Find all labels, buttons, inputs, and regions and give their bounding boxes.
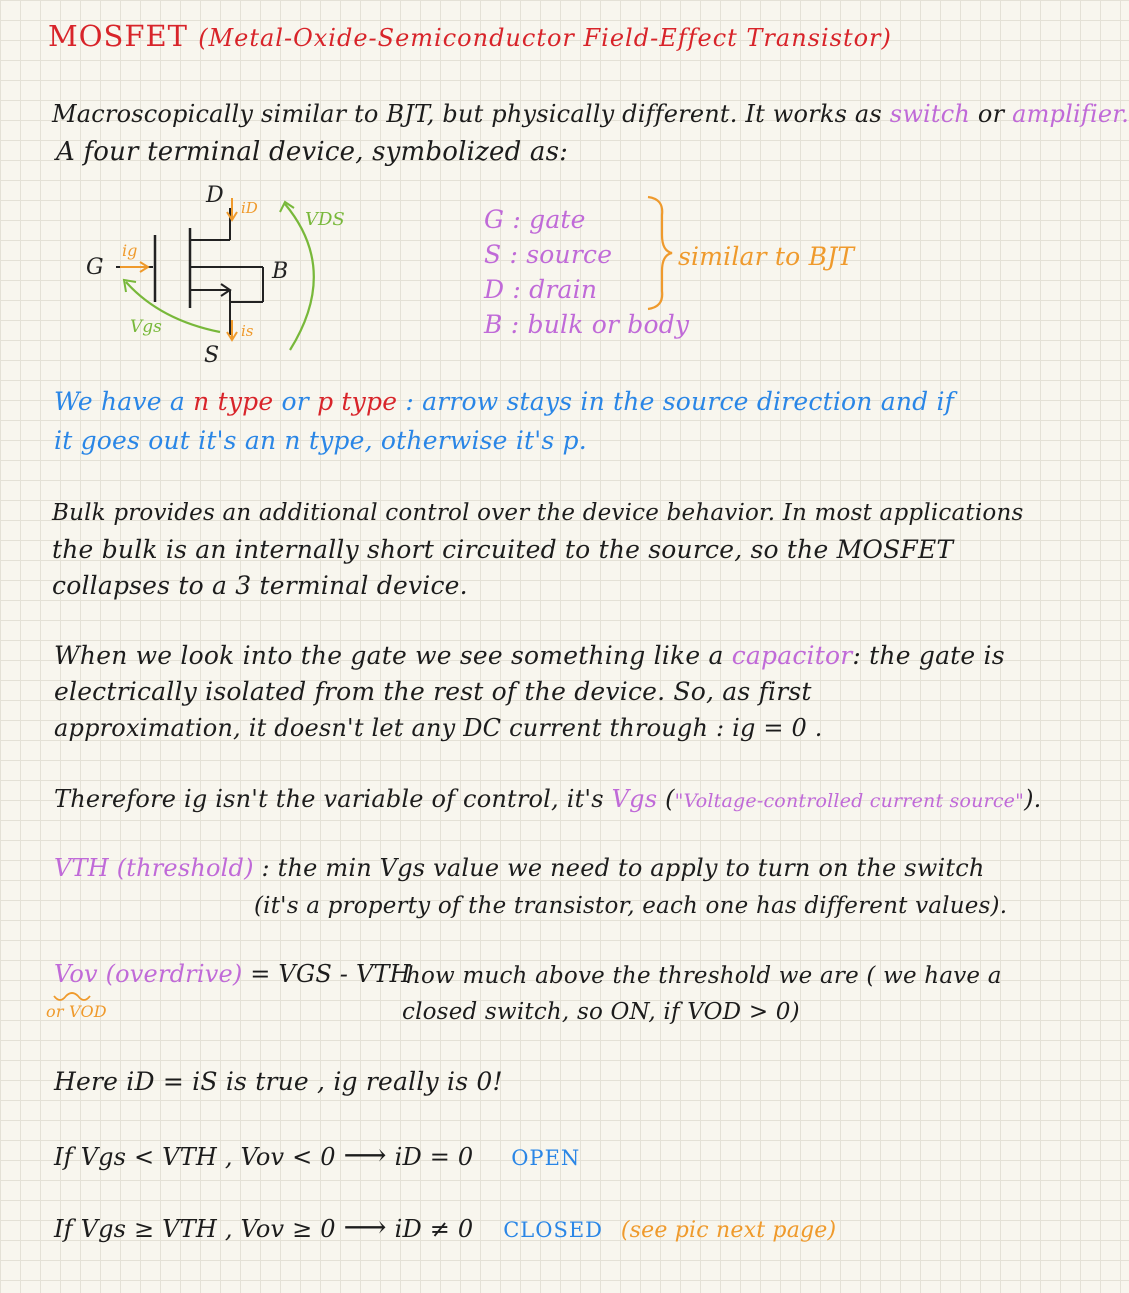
legend-value: drain	[529, 275, 598, 304]
title-main: MOSFET	[48, 19, 188, 53]
legend-key: B :	[484, 310, 520, 339]
gate-text: When we look into the gate we see something like a	[54, 641, 724, 670]
or-text: or	[977, 100, 1005, 128]
legend-key: G :	[484, 205, 521, 234]
see-next-page-note: (see pic next page)	[620, 1218, 837, 1243]
overdrive-desc-1: how much above the threshold we are ( we have a	[406, 963, 1002, 989]
vccs-quote: "Voltage-controlled current source"	[674, 790, 1025, 812]
mosfet-symbol	[80, 180, 380, 370]
here-line: Here iD = iS is true , ig really is 0!	[54, 1067, 503, 1096]
overdrive-line-1	[54, 958, 411, 990]
state-closed: CLOSED	[503, 1218, 604, 1242]
vgs-term: Vgs	[611, 785, 658, 813]
ptype-line-2: it goes out it's an n type, otherwise it's p.	[54, 426, 587, 455]
title-subtitle: (Metal-Oxide-Semiconductor Field-Effect Transistor)	[198, 24, 892, 52]
we-have-text: We have a	[54, 387, 185, 416]
open-paren: (	[665, 785, 675, 813]
legend-key: D :	[484, 275, 522, 304]
overdrive-alt: or VOD	[46, 1002, 107, 1021]
gate-line-2: electrically isolated from the rest of the device. So, as first	[54, 677, 812, 706]
bulk-line-3: collapses to a 3 terminal device.	[52, 571, 468, 600]
condition-open	[54, 1140, 580, 1174]
amplifier-term: amplifier.	[1012, 100, 1129, 128]
threshold-term: VTH (threshold)	[54, 854, 254, 882]
legend-value: source	[526, 240, 613, 269]
legend-key: S :	[484, 240, 519, 269]
squiggle-path	[54, 993, 90, 1000]
threshold-text: : the min Vgs value we need to apply to turn on the switch	[261, 854, 985, 882]
arrow-icon: ⟶	[343, 1210, 387, 1245]
overdrive-term: Vov (overdrive)	[54, 960, 243, 988]
control-text: Therefore ig isn't the variable of control, it's	[54, 785, 604, 813]
intro-line-1	[52, 98, 1129, 130]
page-title	[48, 20, 892, 54]
threshold-line-1	[54, 852, 985, 884]
switch-term: switch	[889, 100, 971, 128]
close-paren: ).	[1024, 785, 1042, 813]
vgs-label: Vgs	[130, 317, 162, 337]
overdrive-desc-2: closed switch, so ON, if VOD > 0)	[402, 999, 800, 1025]
or-text: or	[281, 387, 309, 416]
legend-value: gate	[529, 205, 586, 234]
gate-text-tail: : the gate is	[852, 641, 1005, 670]
similar-bjt-note: similar to BJT	[678, 242, 855, 271]
threshold-line-2: (it's a property of the transistor, each one has different values).	[254, 893, 1008, 919]
state-open: OPEN	[511, 1146, 581, 1170]
gate-line-1	[54, 640, 1005, 672]
intro-text: Macroscopically similar to BJT, but physically different. It works as	[52, 100, 882, 128]
id-label: iD	[241, 199, 258, 217]
bulk-line-2: the bulk is an internally short circuited to the source, so the MOSFET	[52, 535, 954, 564]
legend-value: bulk or body	[527, 310, 690, 339]
terminal-g-label: G	[86, 255, 104, 280]
control-line	[54, 783, 1041, 817]
ptype-line-1	[54, 386, 954, 418]
gate-line-3: approximation, it doesn't let any DC current through : ig = 0 .	[54, 714, 823, 742]
arrow-rule-text: : arrow stays in the source direction and if	[405, 387, 955, 416]
condition-closed-result: iD ≠ 0	[394, 1215, 474, 1243]
bulk-line-1: Bulk provides an additional control over the device behavior. In most applications	[52, 500, 1024, 526]
brace-path	[648, 197, 672, 309]
condition-closed-text: If Vgs ≥ VTH , Vov ≥ 0	[54, 1215, 336, 1243]
is-label: is	[241, 322, 254, 340]
ntype-term: n type	[193, 387, 274, 416]
terminal-b-label: B	[272, 259, 289, 284]
ig-label: ig	[122, 241, 138, 260]
ptype-term: p type	[317, 387, 398, 416]
vds-label: VDS	[305, 209, 345, 230]
condition-closed	[54, 1212, 836, 1247]
terminal-s-label: S	[204, 343, 220, 368]
arrow-icon: ⟶	[343, 1138, 387, 1173]
intro-line-2: A four terminal device, symbolized as:	[56, 137, 569, 167]
condition-open-text: If Vgs < VTH , Vov < 0	[54, 1143, 336, 1171]
capacitor-term: capacitor	[731, 641, 853, 670]
overdrive-formula: = VGS - VTH	[250, 960, 411, 988]
condition-open-result: iD = 0	[394, 1143, 474, 1171]
terminal-d-label: D	[206, 183, 224, 208]
